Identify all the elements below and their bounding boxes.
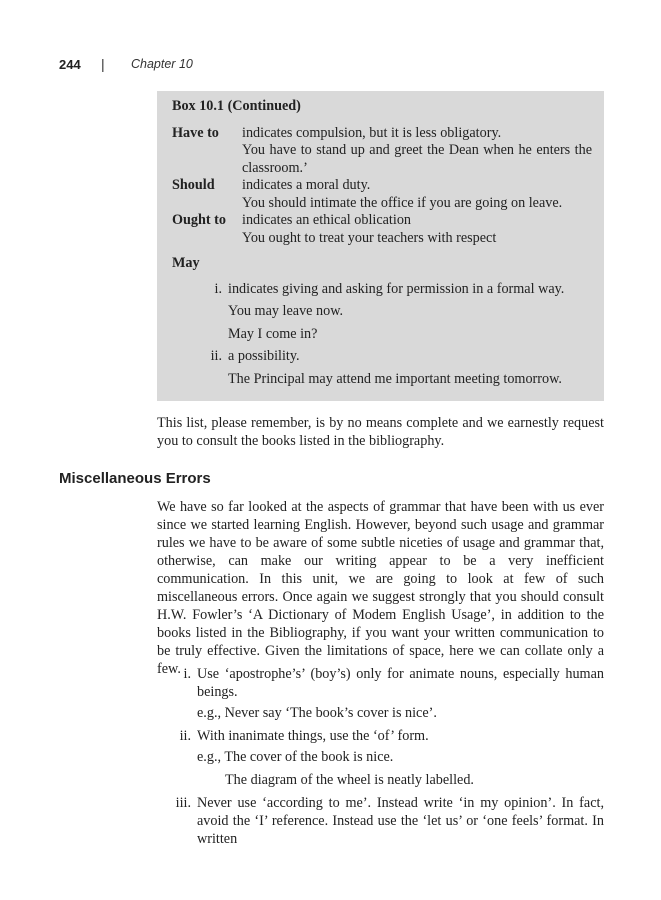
- list-number: i.: [214, 280, 222, 297]
- entry-should: [172, 177, 592, 212]
- example-line: May I come in?: [228, 325, 318, 342]
- definition-line: indicates a moral duty.: [242, 177, 371, 193]
- example-line: The Principal may attend me important meeting tomorrow.: [228, 370, 562, 387]
- term-have-to: Have to: [172, 124, 219, 141]
- list-text: indicates giving and asking for permission in a formal way.: [228, 280, 565, 297]
- list-number: ii.: [179, 728, 191, 744]
- definition-line: indicates an ethical oblication: [242, 212, 412, 228]
- term-should: Should: [172, 177, 215, 193]
- list-text: Use ‘apostrophe’s’ (boy’s) only for animate nouns, especially human beings.: [197, 666, 604, 700]
- box-10-1-continued: [157, 91, 604, 401]
- list-number: iii.: [175, 795, 191, 811]
- box-title: Box 10.1 (Continued): [172, 98, 301, 114]
- list-text: Never use ‘according to me’. Instead write ‘in my opinion’. In fact, avoid the ‘I’ reference. Instead use the ‘let us’ or ‘one feels’ format. In written: [197, 795, 604, 847]
- example-line: You may leave now.: [228, 303, 344, 319]
- list-item: [157, 727, 604, 745]
- example-line: You should intimate the office if you are going on leave.: [242, 194, 563, 211]
- rules-list: [157, 665, 604, 851]
- closing-paragraph: This list, please remember, is by no means complete and we earnestly request you to consult the books listed in the bibliography.: [157, 415, 604, 449]
- list-number: ii.: [210, 348, 222, 364]
- section-heading: Miscellaneous Errors: [59, 470, 211, 487]
- list-item: [200, 281, 592, 299]
- list-item: [157, 665, 604, 701]
- list-item: [157, 794, 604, 848]
- entry-have-to: [172, 125, 592, 178]
- list-item: [200, 348, 592, 366]
- example-line: You have to stand up and greet the Dean when he enters the classroom.’: [242, 142, 592, 176]
- example-line: You ought to treat your teachers with respect: [242, 229, 497, 246]
- page-number: 244: [59, 57, 81, 72]
- chapter-label: Chapter 10: [131, 57, 193, 71]
- term-may: May: [172, 255, 200, 271]
- intro-paragraph: We have so far looked at the aspects of grammar that have been with us ever since we started learning English. However, beyond such usage and grammar rules we have to be aware of some subtle niceties of usage and grammar that, otherwise, can make our writing appear to be a very inefficient communication. In this unit, we are going to look at few of such miscellaneous errors. Once again we suggest strongly that you should consult H.W. Fowler’s ‘A Dictionary of Modem English Usage’, in addition to the books listed in the Bibliography, if you want your written communication to be truly effective. Given the limitations of space, here we can collate only a few.: [157, 499, 604, 677]
- definition-line: indicates compulsion, but it is less obligatory.: [242, 124, 502, 141]
- list-number: i.: [183, 666, 191, 682]
- list-text: a possibility.: [228, 348, 300, 364]
- header-separator: |: [101, 56, 105, 72]
- list-text: With inanimate things, use the ‘of’ form.: [197, 728, 429, 744]
- entry-ought-to: [172, 212, 592, 247]
- term-ought-to: Ought to: [172, 212, 226, 228]
- example-line: e.g., The cover of the book is nice.: [197, 749, 394, 765]
- example-line: e.g., Never say ‘The book’s cover is nice’.: [197, 705, 437, 721]
- may-list: [200, 281, 592, 389]
- example-line: The diagram of the wheel is neatly labelled.: [225, 772, 474, 788]
